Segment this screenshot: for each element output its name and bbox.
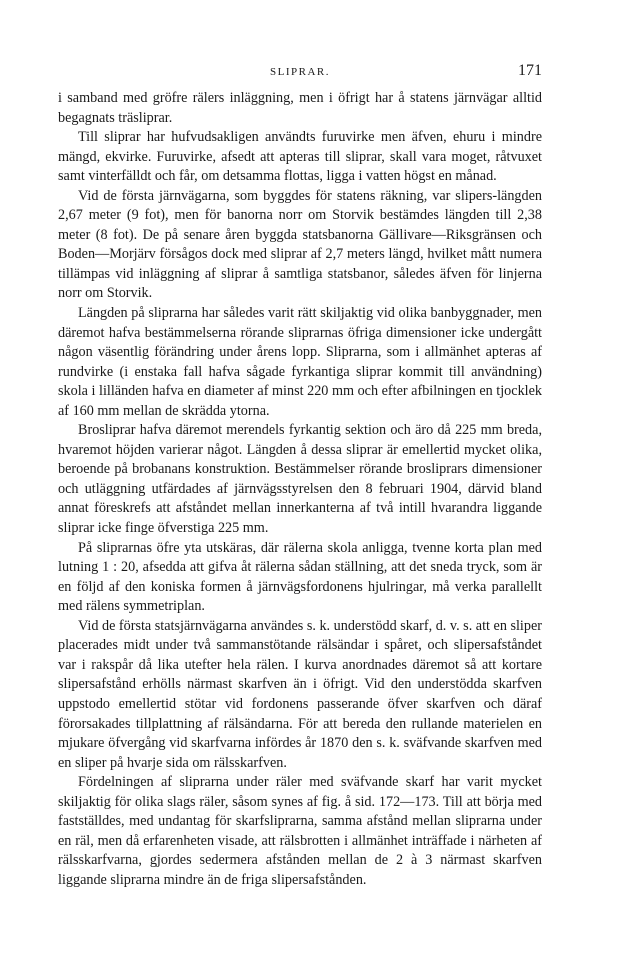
- paragraph: Vid de första statsjärnvägarna användes s. k. understödd skarf, d. v. s. att en sliper placerades midt under två sammanstötande rälsändar i spåret, och slipersafståndet var i rakspår då lika utefter hela rälen. I kurva anordnades däremot så att kortare slipersafstånd erhölls närmast skarfven än i öfrigt. Vid den understödda skarfven uppstodo emellertid stötar vid fordonens passerande öfver skarfven och däraf förorsakades tillplattning af rälsändarna. För att bereda den rullande materielen en mjukare öfvergång vid skarfvarna infördes år 1870 den s. k. sväfvande skarfven med en sliper på hvarje sida om rälsskarfven.: [58, 617, 542, 771]
- running-head: [58, 62, 542, 82]
- running-title: SLIPRAR.: [270, 66, 330, 78]
- paragraph: Längden på sliprarna har således varit rätt skiljaktig vid olika banbyggnader, men däremot hafva bestämmelserna rörande sliprarnas öfriga dimensioner icke undergått någon väsentlig förändring under årens lopp. Sliprarna, som i allmänhet apteras af rundvirke (i enstaka fall hafva sågade fyrkantiga sliprar kommit till användning) skola i lilländen hafva en diameter af minst 220 mm och efter afbilningen en tjocklek af 160 mm mellan de skrädda ytorna.: [58, 305, 542, 419]
- paragraph: Till sliprar har hufvudsakligen användts furuvirke men äfven, ehuru i mindre mängd, ekvirke. Furuvirke, afsedt att apteras till sliprar, skall vara moget, råtvuxet samt vinterfälldt och får, om detsamma flottas, ligga i vatten högst en månad.: [58, 129, 542, 185]
- paragraph: Brosliprar hafva däremot merendels fyrkantig sektion och äro då 225 mm breda, hvaremot höjden varierar något. Längden å dessa sliprar är emellertid mycket olika, beroende på brobanans konstruktion. Bestämmelser rörande brosliprars dimensioner och utläggning utfärdades af järnvägsstyrelsen den 8 februari 1904, därvid bland annat föreskrefs att afståndet mellan innerkanterna af två intill hvarandra liggande sliprar icke finge öfverstiga 225 mm.: [58, 422, 542, 537]
- paragraph: På sliprarnas öfre yta utskäras, där rälerna skola anligga, tvenne korta plan med lutning 1 : 20, afsedda att gifva åt rälerna sådan ställning, att det sneda tryck, som är en följd af den koniska formen å järnvägsfordonens hjulringar, må verka parallellt med rälens symmetriplan.: [58, 539, 542, 615]
- paragraph: Fördelningen af sliprarna under räler med sväfvande skarf har varit mycket skiljaktig för olika slags räler, såsom synes af fig. å sid. 172—173. Till att börja med fastställdes, med undantag för skarfsliprarna, samma afstånd mellan sliprarna under en räl, men då erfarenheten visade, att rälsbrotten i allmänhet inträffade i närheten af rälsskarfvarna, gjordes sedermera afstånden mellan de 2 à 3 närmast skarfven liggande sliprarna mindre än de friga slipersafstånden.: [58, 774, 542, 888]
- page-number: 171: [518, 62, 542, 79]
- paragraph: Vid de första järnvägarna, som byggdes för statens räkning, var slipers-längden 2,67 meter (9 fot), men för banorna norr om Storvik bestämdes längden till 2,38 meter (8 fot). De på senare åren byggda statsbanorna Gällivare—Riksgränsen och Boden—Morjärv försågos dock med sliprar af 2,7 meters längd, hvilket mått numera tillämpas vid inläggning af sliprar å samtliga statsbanor, således äfven för linjerna norr om Storvik.: [58, 187, 542, 302]
- paragraph: i samband med gröfre rälers inläggning, men i öfrigt har å statens järnvägar alltid begagnats träsliprar.: [58, 90, 542, 126]
- body-text: [58, 89, 542, 890]
